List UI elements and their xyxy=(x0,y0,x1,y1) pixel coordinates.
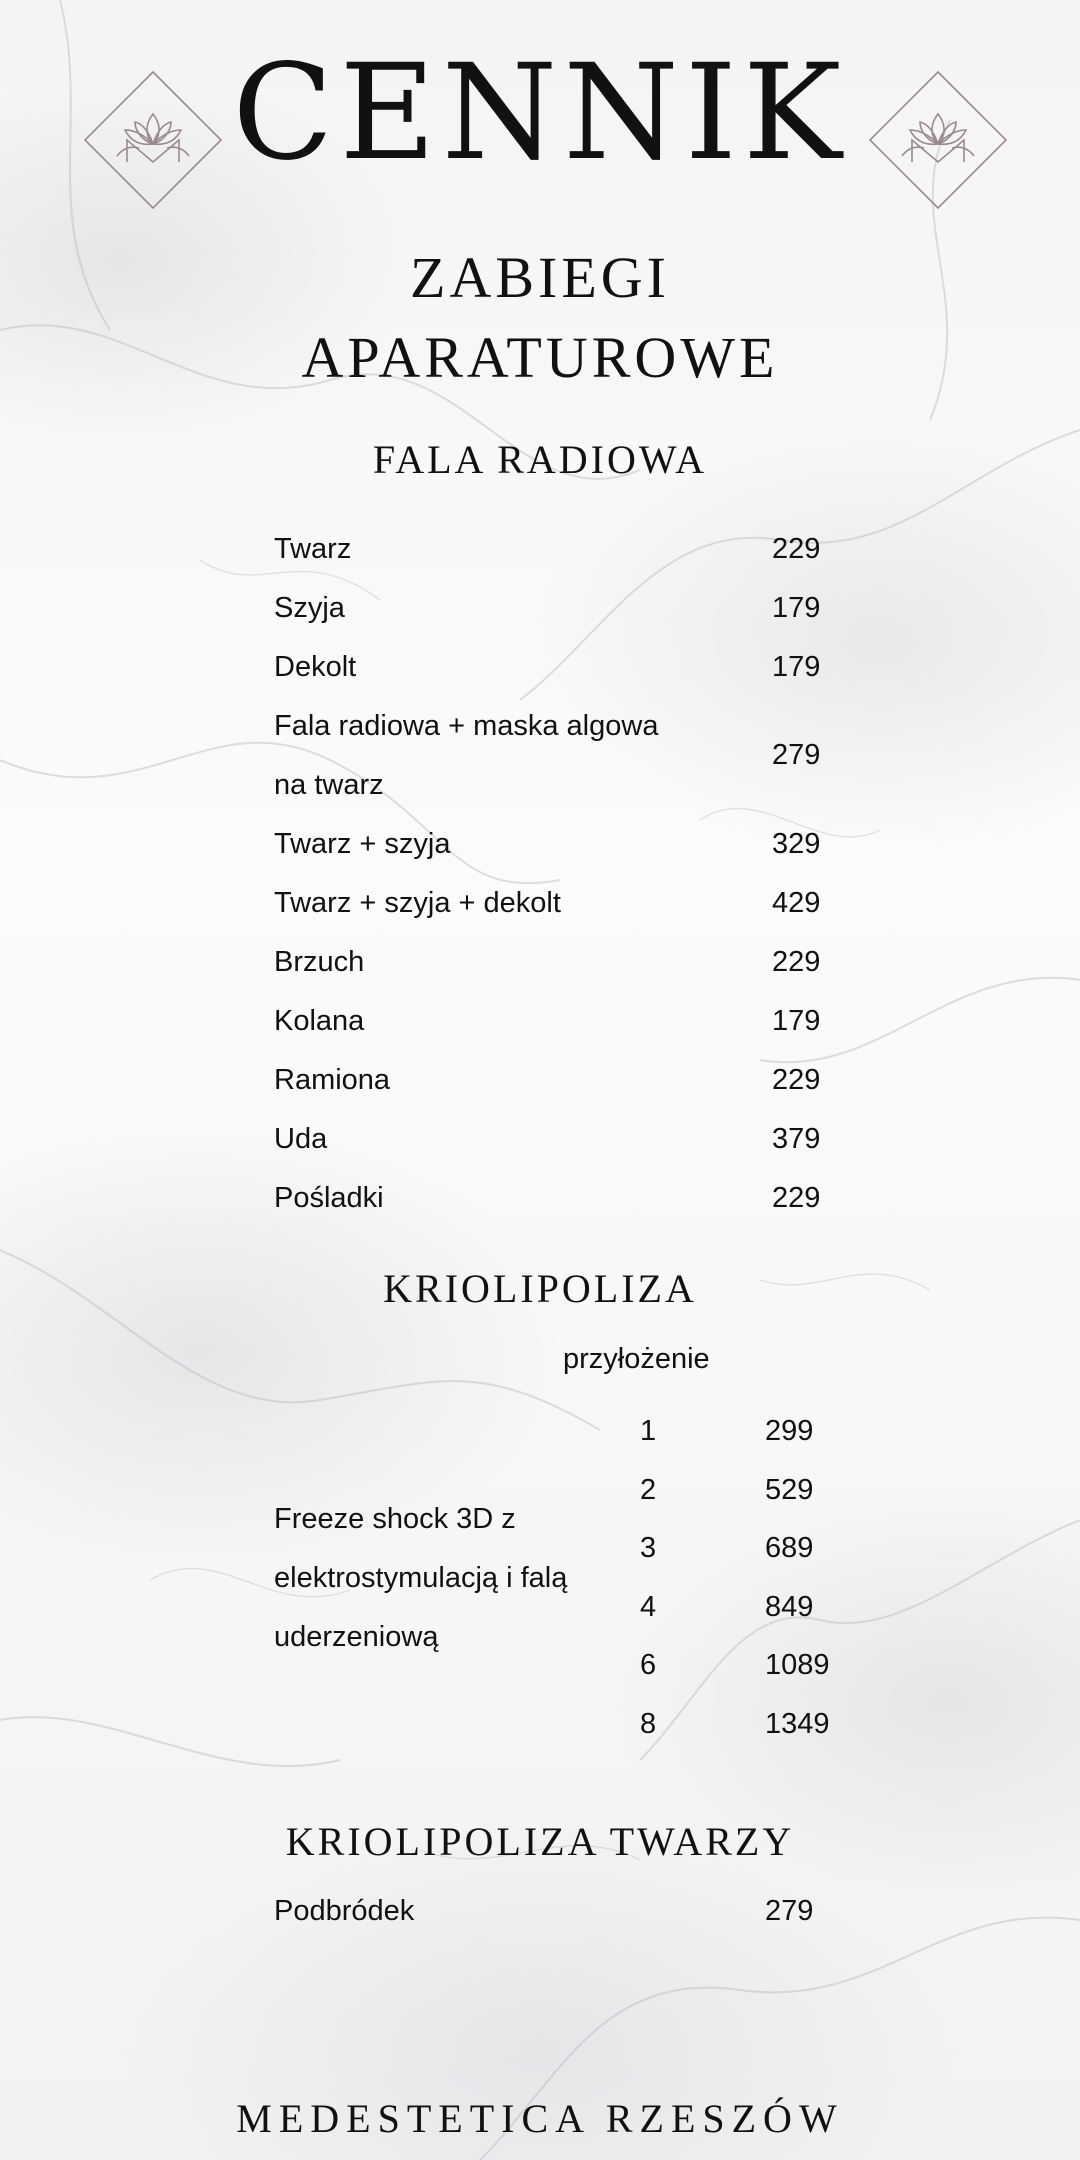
service-name xyxy=(274,1490,614,1667)
service-name-line: elektrostymulacją i falą xyxy=(274,1562,568,1594)
service-price: 299 xyxy=(765,1415,814,1447)
service-price: 329 xyxy=(772,828,821,860)
service-name: Kolana xyxy=(274,1005,365,1037)
column-label-przylozenie: przyłożenie xyxy=(563,1343,710,1375)
price-row xyxy=(640,1578,880,1637)
price-row xyxy=(274,815,874,874)
session-count: 2 xyxy=(640,1473,657,1506)
price-row xyxy=(274,1882,874,1941)
service-price: 179 xyxy=(772,592,821,624)
service-price: 689 xyxy=(765,1532,814,1565)
price-row xyxy=(274,1051,874,1110)
service-price: 1089 xyxy=(765,1649,830,1682)
price-row xyxy=(640,1636,880,1695)
service-price: 279 xyxy=(772,739,821,771)
section-heading-kriolipoliza-twarzy: KRIOLIPOLIZA TWARZY xyxy=(285,1819,795,1864)
price-row xyxy=(274,520,874,579)
service-price: 379 xyxy=(772,1123,821,1155)
service-name-line: Fala radiowa + maska algowa xyxy=(274,710,659,742)
subtitle xyxy=(0,238,1080,398)
service-name: Uda xyxy=(274,1123,328,1155)
session-count: 8 xyxy=(640,1707,657,1740)
price-row xyxy=(274,638,874,697)
service-name: Brzuch xyxy=(274,946,365,978)
service-name: Twarz + szyja + dekolt xyxy=(274,887,561,919)
service-name: Twarz xyxy=(274,533,352,565)
section-heading-kriolipoliza: KRIOLIPOLIZA xyxy=(383,1266,697,1311)
price-row xyxy=(640,1695,880,1754)
service-name-line: uderzeniową xyxy=(274,1621,439,1653)
service-price: 279 xyxy=(765,1895,814,1927)
service-price: 429 xyxy=(772,887,821,919)
session-count: 3 xyxy=(640,1532,657,1565)
section-heading-fala-radiowa: FALA RADIOWA xyxy=(372,437,708,482)
service-price: 229 xyxy=(772,1064,821,1096)
service-name: Dekolt xyxy=(274,651,357,683)
page-title: CENNIK xyxy=(232,36,848,190)
price-row xyxy=(274,1110,874,1169)
service-name: Ramiona xyxy=(274,1064,391,1096)
service-price: 229 xyxy=(772,1182,821,1214)
service-name: Twarz + szyja xyxy=(274,828,451,860)
service-name: Podbródek xyxy=(274,1895,415,1927)
service-price: 229 xyxy=(772,533,821,565)
session-count: 4 xyxy=(640,1590,657,1623)
session-count: 6 xyxy=(640,1649,657,1682)
price-row xyxy=(274,992,874,1051)
session-count: 1 xyxy=(640,1415,657,1447)
footer-brand: MEDESTETICA RZESZÓW xyxy=(236,2096,844,2141)
service-price: 849 xyxy=(765,1590,814,1623)
service-name: Szyja xyxy=(274,592,345,624)
price-list-kriolipoliza-twarzy xyxy=(274,1882,874,1941)
price-row xyxy=(274,933,874,992)
price-row xyxy=(274,579,874,638)
service-price: 529 xyxy=(765,1473,814,1506)
subtitle-line: APARATUROWE xyxy=(301,325,779,390)
price-row xyxy=(274,1169,874,1228)
kriolipoliza-price-table xyxy=(640,1402,880,1754)
service-name-line: Freeze shock 3D z xyxy=(274,1503,516,1535)
price-row xyxy=(274,697,874,815)
service-name-line: na twarz xyxy=(274,769,384,801)
price-list-fala-radiowa xyxy=(274,520,874,1228)
service-price: 1349 xyxy=(765,1707,830,1740)
subtitle-line: ZABIEGI xyxy=(410,245,670,310)
price-row xyxy=(640,1402,880,1461)
service-name: Pośladki xyxy=(274,1182,384,1214)
service-price: 229 xyxy=(772,946,821,978)
price-row xyxy=(274,874,874,933)
service-price: 179 xyxy=(772,651,821,683)
price-row xyxy=(640,1461,880,1520)
price-row xyxy=(640,1519,880,1578)
service-name xyxy=(274,697,714,815)
service-price: 179 xyxy=(772,1005,821,1037)
